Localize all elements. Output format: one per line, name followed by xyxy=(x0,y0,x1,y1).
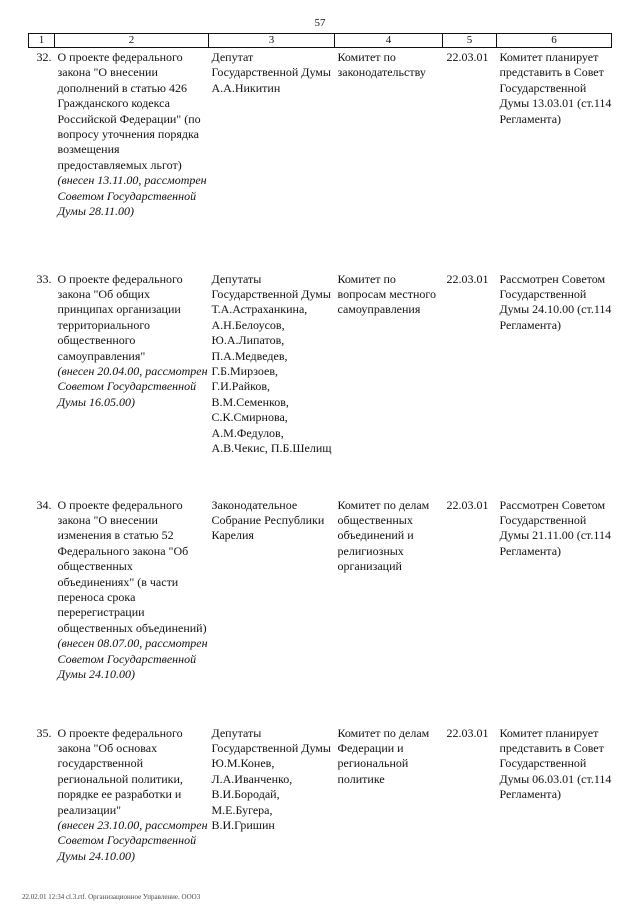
bill-title-cell xyxy=(55,724,209,865)
responsible-committee: Комитет по законодательству xyxy=(337,50,426,80)
bill-title: О проекте федерального закона "О внесении изменения в статью 52 Федерального закона "Об общественных объединениях" (в части переноса срока перерегистрации общественных объединений) xyxy=(57,497,207,635)
bill-author: Депутат Государственной Думы А.А.Никитин xyxy=(211,50,331,95)
responsible-committee: Комитет по делам общественных объединений и религиозных организаций xyxy=(337,497,430,574)
bill-author: Законодательное Собрание Республики Карелия xyxy=(211,497,325,543)
bill-title: О проекте федерального закона "Об основах государственной региональной политики, порядке ее разработки и реализации" xyxy=(57,725,183,817)
bill-status: Комитет планирует представить в Совет Государственной Думы 13.03.01 (ст.114 Регламента) xyxy=(499,50,612,126)
bill-status: Комитет планирует представить в Совет Государственной Думы 06.03.01 (ст.114 Регламента) xyxy=(499,725,612,802)
review-date: 22.03.01 xyxy=(446,497,489,512)
row-number: 35. xyxy=(36,725,52,740)
agenda-table xyxy=(28,33,612,864)
column-number: 4 xyxy=(335,34,443,48)
bill-title-cell xyxy=(55,496,209,724)
responsible-committee: Комитет по делам Федерации и региональной политике xyxy=(337,725,430,786)
page-number: 57 xyxy=(314,17,326,29)
column-number: 5 xyxy=(443,34,497,48)
column-number: 2 xyxy=(55,34,209,48)
review-date: 22.03.01 xyxy=(446,50,489,64)
table-row xyxy=(29,270,612,496)
bill-note: (внесен 08.07.00, рассмотрен Советом Государственной Думы 24.10.00) xyxy=(57,636,208,681)
bill-title: О проекте федерального закона "О внесении дополнений в статью 426 Гражданского кодекса Российской Федерации" (по вопросу уточнения порядка возмещения предоставляемых льгот) xyxy=(57,50,201,172)
bill-title: О проекте федерального закона "Об общих принципах организации территориального общественного самоуправления" xyxy=(57,271,183,363)
column-number: 6 xyxy=(497,34,612,48)
bill-title-cell xyxy=(55,270,209,496)
column-number: 3 xyxy=(209,34,335,48)
column-number: 1 xyxy=(29,34,55,48)
bill-note: (внесен 20.04.00, рассмотрен Советом Государственной Думы 16.05.00) xyxy=(57,363,208,409)
bill-status: Рассмотрен Советом Государственной Думы 24.10.00 (ст.114 Регламента) xyxy=(499,271,612,332)
row-number: 32. xyxy=(36,50,52,64)
review-date: 22.03.01 xyxy=(446,271,489,286)
column-number-header xyxy=(29,34,612,48)
review-date: 22.03.01 xyxy=(446,725,489,740)
row-number: 33. xyxy=(36,271,52,286)
bill-author: Депутаты Государственной Думы Т.А.Астраханкина, А.Н.Белоусов, Ю.А.Липатов, П.А.Медведев, Г.Б.Мирзоев, Г.И.Райков, В.М.Семенков, С.К.Смирнова, А.М.Федулов, А.В.Чекис, П.Б.Шелищ xyxy=(211,271,332,455)
row-number: 34. xyxy=(36,497,52,512)
document-footer: 22.02.01 12:34 cl.3.rtf. Организационное Управление. ООО3 xyxy=(22,893,201,901)
bill-note: (внесен 23.10.00, рассмотрен Советом Государственной Думы 24.10.00) xyxy=(57,817,208,863)
bill-author: Депутаты Государственной Думы Ю.М.Конев, Л.А.Иванченко, В.И.Бородай, М.Е.Бугера, В.И.Гришин xyxy=(211,725,331,832)
table-row xyxy=(29,48,612,270)
table-row xyxy=(29,496,612,724)
table-row xyxy=(29,724,612,865)
responsible-committee: Комитет по вопросам местного самоуправления xyxy=(337,271,437,317)
bill-note: (внесен 13.11.00, рассмотрен Советом Государственной Думы 28.11.00) xyxy=(57,173,207,219)
bill-title-cell xyxy=(55,48,209,270)
bill-status: Рассмотрен Советом Государственной Думы 21.11.00 (ст.114 Регламента) xyxy=(499,497,611,558)
